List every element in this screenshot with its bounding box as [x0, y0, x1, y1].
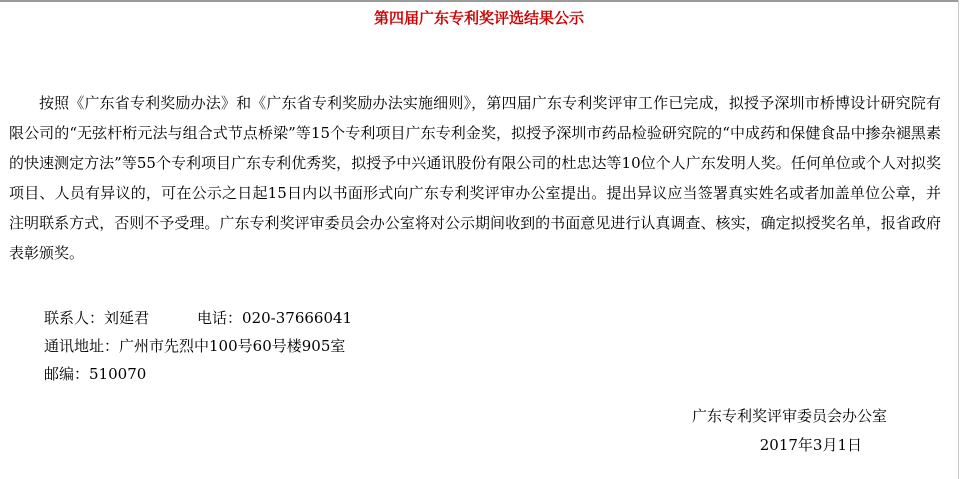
- contact-address-line: [44, 336, 345, 356]
- notice-body: 按照《广东省专利奖励办法》和《广东省专利奖励办法实施细则》，第四届广东专利奖评审工作已完成，拟授予深圳市桥博设计研究院有限公司的“无弦杆桁元法与组合式节点桥梁”等15个专利项目广东专利金奖，拟授予深圳市药品检验研究院的“中成药和保健食品中掺杂褪黑素的快速测定方法”等55个专利项目广东专利优秀奖，拟授予中兴通讯股份有限公司的杜忠达等10位个人广东发明人奖。任何单位或个人对拟奖项目、人员有异议的，可在公示之日起15日内以书面形式向广东专利奖评审办公室提出。提出异议应当签署真实姓名或者加盖单位公章，并注明联系方式，否则不予受理。广东专利奖评审委员会办公室将对公示期间收到的书面意见进行认真调查、核实，确定拟授奖名单，报省政府表彰颁奖。: [9, 94, 941, 262]
- contact-address-label: 通讯地址：: [44, 337, 120, 355]
- contact-phone-number: 020-37666041: [242, 309, 353, 327]
- contact-person-line: [44, 308, 352, 328]
- contact-postcode-value: 510070: [89, 365, 147, 383]
- contact-address-value: 广州市先烈中100号60号楼905室: [119, 337, 346, 355]
- contact-postcode-label: 邮编：: [44, 365, 90, 383]
- contact-phone-label: 电话：: [197, 309, 243, 327]
- right-divider: [958, 0, 959, 479]
- contact-person-name: 刘延君: [104, 309, 150, 327]
- contact-person-label: 联系人：: [44, 309, 105, 327]
- signature-org: 广东专利奖评审委员会办公室: [691, 407, 887, 425]
- signature-date: 2017年3月1日: [759, 436, 862, 454]
- contact-postcode-line: [44, 364, 146, 384]
- page-title: 第四届广东专利奖评选结果公示: [373, 9, 584, 27]
- top-divider: [0, 0, 958, 2]
